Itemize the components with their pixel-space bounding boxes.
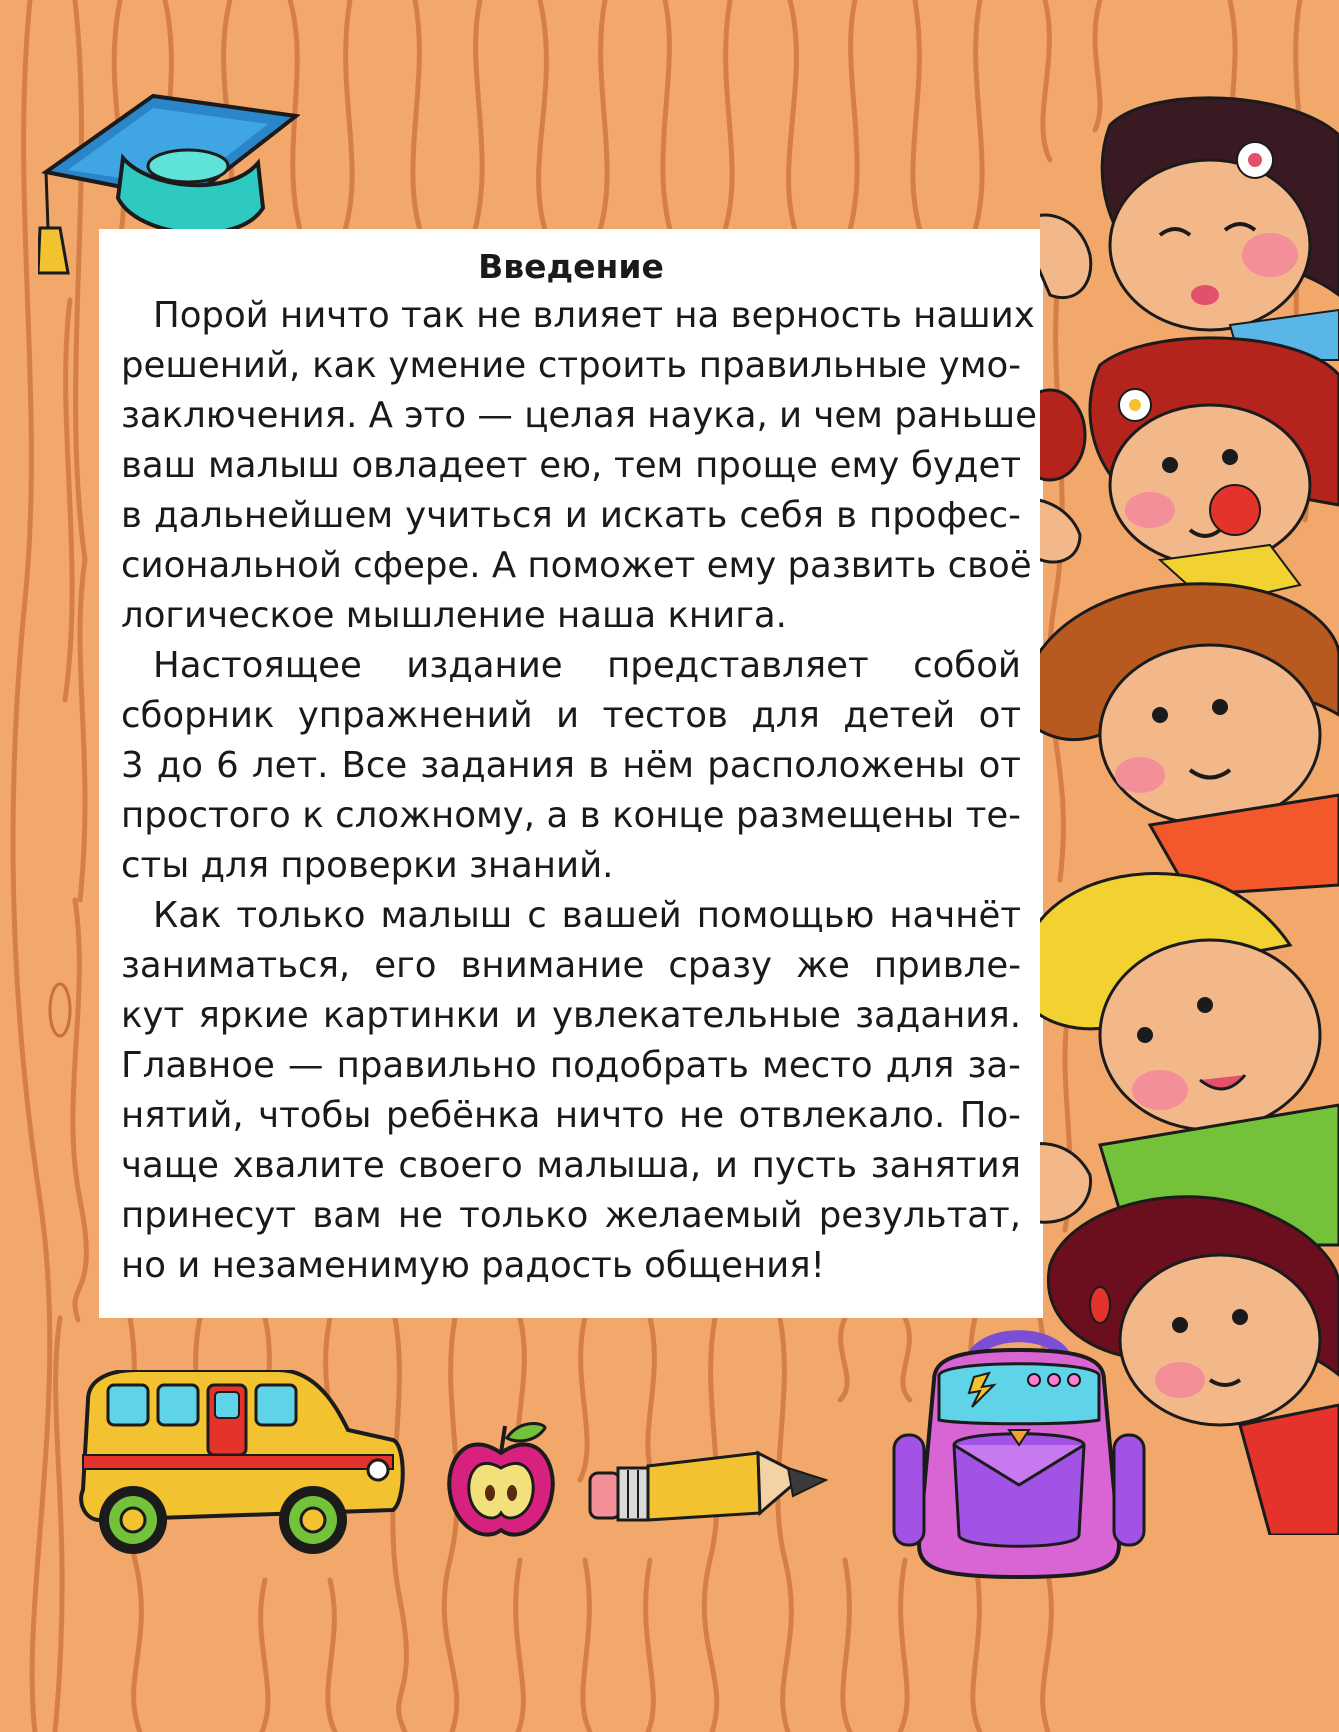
paragraph-line: ваш малыш овладеет ею, тем проще ему будет bbox=[121, 445, 1021, 486]
school-bus-icon bbox=[78, 1370, 408, 1560]
boy-yellow-hair-illustration bbox=[1040, 874, 1339, 1246]
pencil-icon bbox=[588, 1448, 828, 1530]
paragraph-line: сты для проверки знаний. bbox=[121, 845, 614, 886]
paragraph-line: но и незаменимую радость общения! bbox=[121, 1245, 825, 1286]
paragraph-line: Главное — правильно подобрать место для за- bbox=[121, 1045, 1021, 1086]
intro-paragraph-3 bbox=[121, 891, 1021, 1291]
paragraph-line: Порой ничто так не влияет на верность наших bbox=[153, 295, 1035, 336]
intro-text-box bbox=[99, 229, 1043, 1318]
intro-paragraph-1 bbox=[121, 291, 1037, 641]
paragraph-line: сиональной сфере. А поможет ему развить своё bbox=[121, 545, 1032, 586]
paragraph-line: 3 до 6 лет. Все задания в нём расположены от bbox=[121, 745, 1021, 786]
paragraph-line: нятий, чтобы ребёнка ничто не отвлекало. По- bbox=[121, 1095, 1021, 1136]
intro-title: Введение bbox=[478, 247, 664, 286]
girl-with-pigtails-illustration bbox=[1040, 338, 1339, 605]
children-illustration bbox=[1040, 95, 1339, 1535]
paragraph-line: простого к сложному, а в конце размещены те- bbox=[121, 795, 1021, 836]
paragraph-line: заниматься, его внимание сразу же привле- bbox=[121, 945, 1021, 986]
boy-brown-hair-illustration bbox=[1040, 584, 1339, 895]
paragraph-line: логическое мышление наша книга. bbox=[121, 595, 787, 636]
intro-paragraph-2 bbox=[121, 641, 1021, 891]
paragraph-line: принесут вам не только желаемый результат, bbox=[121, 1195, 1021, 1236]
backpack-icon bbox=[874, 1325, 1164, 1580]
paragraph-line: чаще хвалите своего малыша, и пусть занятия bbox=[121, 1145, 1021, 1186]
paragraph-line: заключения. А это — целая наука, и чем раньше bbox=[121, 395, 1037, 436]
paragraph-line: решений, как умение строить правильные умо- bbox=[121, 345, 1021, 386]
paragraph-line: в дальнейшем учиться и искать себя в профес- bbox=[121, 495, 1021, 536]
paragraph-line: Как только малыш с вашей помощью начнёт bbox=[153, 895, 1021, 936]
paragraph-line: сборник упражнений и тестов для детей от bbox=[121, 695, 1021, 736]
girl-with-flower-illustration bbox=[1040, 98, 1339, 360]
apple-icon bbox=[445, 1418, 557, 1543]
paragraph-line: кут яркие картинки и увлекательные задания. bbox=[121, 995, 1021, 1036]
paragraph-line: Настоящее издание представляет собой bbox=[153, 645, 1021, 686]
